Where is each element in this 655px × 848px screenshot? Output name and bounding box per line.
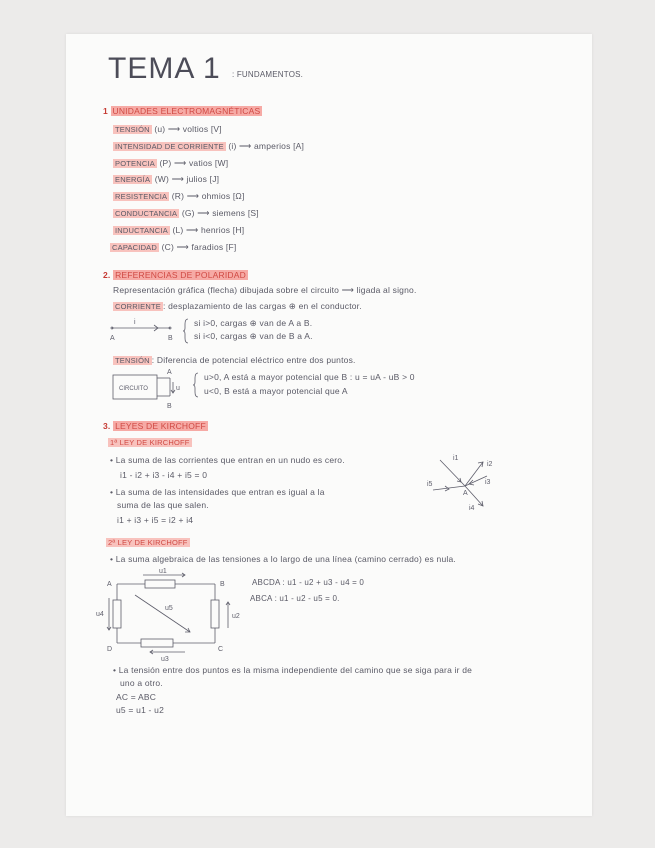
corriente-label: CORRIENTE bbox=[115, 302, 161, 311]
section-title: LEYES DE KIRCHOFF bbox=[115, 421, 206, 431]
tension-case-negative: u<0, B está a mayor potencial que A bbox=[204, 386, 348, 396]
tension-label: TENSIÓN bbox=[115, 356, 150, 365]
i4-label: i4 bbox=[469, 505, 475, 512]
section-number: 2. bbox=[103, 270, 111, 280]
unit-item bbox=[113, 225, 244, 236]
u4-label: u4 bbox=[96, 611, 104, 618]
law-2-bullet-2: • La tensión entre dos puntos es la misma independiente del camino que se siga para ir de bbox=[113, 665, 473, 675]
page-title: TEMA 1 bbox=[108, 52, 221, 85]
section-title: UNIDADES ELECTROMAGNÉTICAS bbox=[112, 106, 261, 116]
bullet-text: La suma de las intensidades que entran es igual a la bbox=[115, 487, 325, 497]
law-1-equation-1: i1 - i2 + i3 - i4 + i5 = 0 bbox=[120, 470, 208, 480]
page-subtitle: : FUNDAMENTOS. bbox=[232, 70, 304, 79]
corriente-definition bbox=[113, 301, 362, 312]
section-title: REFERENCIAS DE POLARIDAD bbox=[115, 270, 246, 280]
u1-label: u1 bbox=[159, 568, 167, 575]
node-b-label: B bbox=[220, 581, 225, 588]
node-a-label: A bbox=[107, 581, 112, 588]
node-d-label: D bbox=[107, 646, 113, 653]
polarity-intro: Representación gráfica (flecha) dibujada sobre el circuito ⟶ ligada al signo. bbox=[113, 285, 417, 295]
unit-definition: (C) ⟶ faradios [F] bbox=[161, 241, 237, 252]
node-currents-diagram bbox=[425, 450, 505, 512]
law-1-bullet-2: • La suma de las intensidades que entran es igual a la bbox=[110, 487, 325, 497]
unit-definition: (G) ⟶ siemens [S] bbox=[181, 208, 259, 218]
bullet-text: La tensión entre dos puntos es la misma independiente del camino que se siga para ir de bbox=[118, 665, 473, 675]
corriente-text: : desplazamiento de las cargas ⊕ en el conductor. bbox=[162, 301, 362, 311]
unit-quantity: POTENCIA bbox=[115, 158, 155, 168]
unit-definition: (i) ⟶ amperios [A] bbox=[228, 140, 305, 151]
corriente-case-negative: si i<0, cargas ⊕ van de B a A. bbox=[194, 331, 313, 341]
bullet-text: La suma algebraica de las tensiones a lo largo de una línea (camino cerrado) es nula. bbox=[115, 554, 456, 564]
loop-equation-abca: ABCA : u1 - u2 - u5 = 0. bbox=[250, 594, 340, 603]
circuit-box-label: CIRCUITO bbox=[119, 386, 148, 392]
unit-item bbox=[113, 191, 245, 202]
voltage-label: u bbox=[176, 385, 180, 392]
unit-quantity: CONDUCTANCIA bbox=[115, 209, 178, 218]
section-3-heading bbox=[103, 421, 208, 431]
node-b-label: B bbox=[167, 403, 172, 410]
law-2-bullet-1: • La suma algebraica de las tensiones a lo largo de una línea (camino cerrado) es nula. bbox=[110, 554, 456, 564]
tension-definition bbox=[113, 355, 356, 365]
unit-definition: (L) ⟶ henrios [H] bbox=[172, 224, 245, 235]
section-number: 1 bbox=[103, 106, 108, 116]
bullet-text: La suma de las corrientes que entran en un nudo es cero. bbox=[115, 455, 345, 465]
u5-label: u5 bbox=[165, 605, 173, 612]
unit-item bbox=[113, 208, 259, 219]
i5-label: i5 bbox=[427, 481, 433, 488]
unit-quantity: INDUCTANCIA bbox=[115, 225, 168, 235]
section-number: 3. bbox=[103, 421, 111, 431]
circuit-voltage-diagram bbox=[112, 368, 192, 410]
unit-item bbox=[110, 242, 236, 253]
law-1-equation-2: i1 + i3 + i5 = i2 + i4 bbox=[117, 515, 194, 525]
i1-label: i1 bbox=[453, 455, 459, 462]
unit-quantity: INTENSIDAD DE CORRIENTE bbox=[115, 141, 224, 151]
law-1-bullet-1: • La suma de las corrientes que entran en un nudo es cero. bbox=[110, 455, 345, 465]
unit-definition: (R) ⟶ ohmios [Ω] bbox=[171, 191, 245, 202]
unit-quantity: RESISTENCIA bbox=[115, 192, 168, 202]
brace bbox=[193, 372, 201, 398]
tension-case-positive: u>0, A está a mayor potencial que B : u = uA - uB > 0 bbox=[204, 372, 415, 382]
unit-quantity: TENSIÓN bbox=[115, 125, 150, 134]
kirchhoff-loop-circuit bbox=[95, 568, 240, 665]
law-2-heading: 2ª LEY DE KIRCHOFF bbox=[108, 538, 188, 547]
corriente-case-positive: si i>0, cargas ⊕ van de A a B. bbox=[194, 318, 313, 328]
i2-label: i2 bbox=[487, 461, 493, 468]
node-c-label: C bbox=[218, 646, 224, 653]
law-1-heading: 1ª LEY DE KIRCHOFF bbox=[110, 438, 190, 447]
unit-definition: (W) ⟶ julios [J] bbox=[154, 174, 220, 185]
loop-equation-abcda: ABCDA : u1 - u2 + u3 - u4 = 0 bbox=[252, 578, 365, 587]
unit-item bbox=[113, 141, 304, 152]
unit-definition: (P) ⟶ vatios [W] bbox=[159, 157, 229, 168]
u5-equation: u5 = u1 - u2 bbox=[116, 705, 165, 715]
section-2-heading bbox=[103, 270, 248, 280]
section-1-heading bbox=[103, 106, 262, 116]
current-arrow-diagram bbox=[110, 318, 180, 344]
current-label: i bbox=[134, 319, 136, 326]
path-equation: AC = ABC bbox=[116, 692, 157, 702]
law-1-bullet-2-cont: suma de las que salen. bbox=[117, 500, 209, 510]
u3-label: u3 bbox=[161, 656, 169, 663]
unit-quantity: CAPACIDAD bbox=[112, 242, 158, 252]
i3-label: i3 bbox=[485, 479, 491, 486]
brace bbox=[183, 318, 191, 344]
unit-item bbox=[113, 124, 222, 135]
node-b-label: B bbox=[168, 335, 173, 342]
u2-label: u2 bbox=[232, 613, 240, 620]
tension-text: : Diferencia de potencial eléctrico entre dos puntos. bbox=[151, 355, 356, 365]
unit-quantity: ENERGÍA bbox=[115, 175, 151, 185]
unit-definition: (u) ⟶ voltios [V] bbox=[154, 124, 222, 134]
node-a-label: A bbox=[110, 335, 115, 342]
unit-item bbox=[113, 158, 228, 169]
unit-item bbox=[113, 174, 219, 185]
node-a-label: A bbox=[167, 369, 172, 376]
node-a-label: A bbox=[463, 490, 468, 497]
law-2-bullet-2-cont: uno a otro. bbox=[120, 678, 163, 688]
